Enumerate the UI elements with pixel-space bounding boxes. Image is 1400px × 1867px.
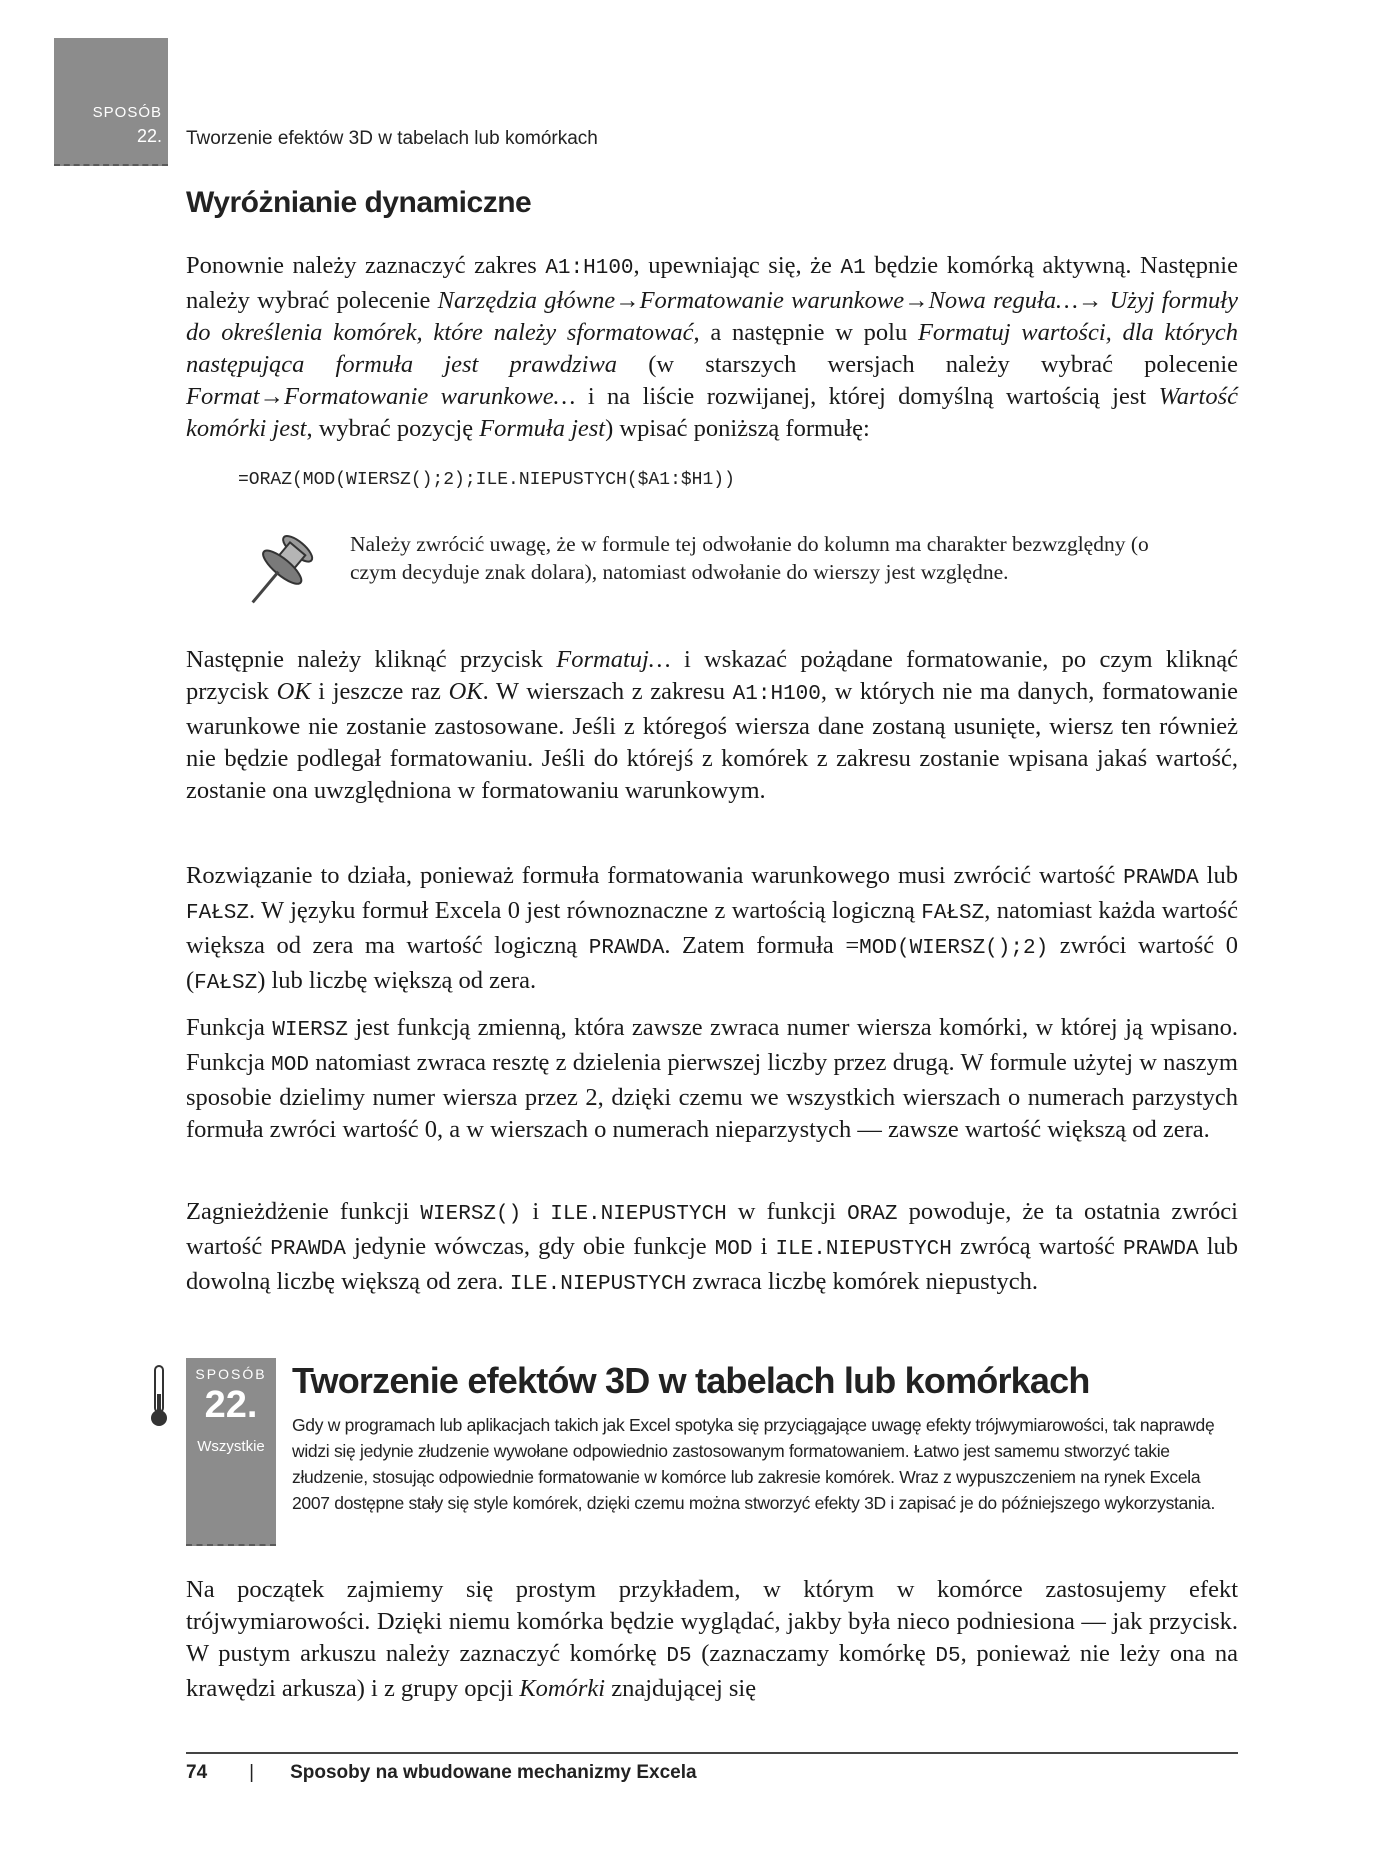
page-number: 74 bbox=[186, 1762, 208, 1783]
hack-tab-audience: Wszystkie bbox=[197, 1438, 265, 1455]
header-tab-label: SPOSÓB bbox=[92, 104, 162, 121]
hack-description: Gdy w programach lub aplikacjach takich jak Excel spotyka się przyciągające uwagę efekty trójwymiarowości, tak naprawdę widzi się jedynie złudzenie wywołane odpowiednio zastosowanym formatowaniem. Łatwo jest samemu stworzyć takie złudzenie, stosując odpowiednie formatowanie w komórce lub zakresie komórek. Wraz z wypuszczeniem na rynek Excela 2007 dostępne stały się style komórek, dzięki czemu można stworzyć efekty 3D i zapisać je do późniejszego wykorzystania. bbox=[292, 1415, 1216, 1513]
note-text: Należy zwrócić uwagę, że w formule tej odwołanie do kolumn ma charakter bezwzględny (o czym decyduje znak dolara), natomiast odwołanie do wierszy jest względne. bbox=[350, 532, 1149, 584]
footer-separator: | bbox=[249, 1762, 255, 1783]
thermometer-icon bbox=[148, 1364, 170, 1428]
hack-tab bbox=[186, 1358, 276, 1546]
paragraph-1: Ponownie należy zaznaczyć zakres A1:H100, upewniając się, że A1 będzie komórką aktywną. Następnie należy wybrać polecenie Narzędzia główne→Formatowanie warunkowe→Nowa reguła…→ Użyj formuły do określenia komórek, które należy sformatować, a następnie w polu Formatuj wartości, dla których następująca formuła jest prawdziwa (w starszych wersjach należy wybrać polecenie Format→Formatowanie warunkowe… i na liście rozwijanej, której domyślną wartością jest Wartość komórki jest, wybrać pozycję Formuła jest) wpisać poniższą formułę: bbox=[186, 252, 1238, 442]
header-tab-number: 22. bbox=[136, 126, 162, 146]
formula-code: =ORAZ(MOD(WIERSZ();2);ILE.NIEPUSTYCH($A1:$H1)) bbox=[238, 470, 735, 490]
paragraph-6: Na początek zajmiemy się prostym przykładem, w którym w komórce zastosujemy efekt trójwymiarowości. Dzięki niemu komórka będzie wyglądać, jakby była nieco podniesiona — jak przycisk. W pustym arkuszu należy zaznaczyć komórkę D5 (zaznaczamy komórkę D5, ponieważ nie leży ona na krawędzi arkusza) i z grupy opcji Komórki znajdującej się bbox=[186, 1576, 1238, 1702]
pushpin-icon bbox=[236, 528, 322, 614]
header-hack-tab bbox=[54, 38, 168, 166]
paragraph-2: Następnie należy kliknąć przycisk Formatuj… i wskazać pożądane formatowanie, po czym kliknąć przycisk OK i jeszcze raz OK. W wierszach z zakresu A1:H100, w których nie ma danych, formatowanie warunkowe nie zostanie zastosowane. Jeśli z któregoś wiersza dane zostaną usunięte, wiersz ten również nie będzie podlegał formatowaniu. Jeśli do którejś z komórek z zakresu zostanie wpisana jakaś wartość, zostanie ona uwzględniona w formatowaniu warunkowym. bbox=[186, 646, 1239, 804]
paragraph-5: Zagnieżdżenie funkcji WIERSZ() i ILE.NIEPUSTYCH w funkcji ORAZ powoduje, że ta ostatnia zwróci wartość PRAWDA jedynie wówczas, gdy obie funkcje MOD i ILE.NIEPUSTYCH zwrócą wartość PRAWDA lub dowolną liczbę większą od zera. ILE.NIEPUSTYCH zwraca liczbę komórek niepustych. bbox=[186, 1198, 1238, 1296]
footer-rule bbox=[186, 1752, 1238, 1754]
section-heading: Wyróżnianie dynamiczne bbox=[186, 186, 532, 219]
page-footer bbox=[186, 1762, 697, 1784]
book-title: Sposoby na wbudowane mechanizmy Excela bbox=[290, 1762, 697, 1783]
paragraph-3: Rozwiązanie to działa, ponieważ formuła formatowania warunkowego musi zwrócić wartość PRAWDA lub FAŁSZ. W języku formuł Excela 0 jest równoznaczne z wartością logiczną FAŁSZ, natomiast każda wartość większa od zera ma wartość logiczną PRAWDA. Zatem formuła =MOD(WIERSZ();2) zwróci wartość 0 (FAŁSZ) lub liczbę większą od zera. bbox=[186, 862, 1238, 995]
hack-title: Tworzenie efektów 3D w tabelach lub komórkach bbox=[292, 1360, 1090, 1401]
hack-tab-label: SPOSÓB bbox=[195, 1366, 267, 1382]
paragraph-4: Funkcja WIERSZ jest funkcją zmienną, która zawsze zwraca numer wiersza komórki, w której ją wpisano. Funkcja MOD natomiast zwraca resztę z dzielenia pierwszej liczby przez drugą. W formule użytej w naszym sposobie dzielimy numer wiersza przez 2, dzięki czemu we wszystkich wierszach o numerach parzystych formuła zwróci wartość 0, a w wierszach o numerach nieparzystych — zawsze wartość większą od zera. bbox=[186, 1014, 1239, 1143]
running-header-title: Tworzenie efektów 3D w tabelach lub komórkach bbox=[186, 128, 598, 149]
hack-tab-number: 22. bbox=[204, 1384, 258, 1426]
